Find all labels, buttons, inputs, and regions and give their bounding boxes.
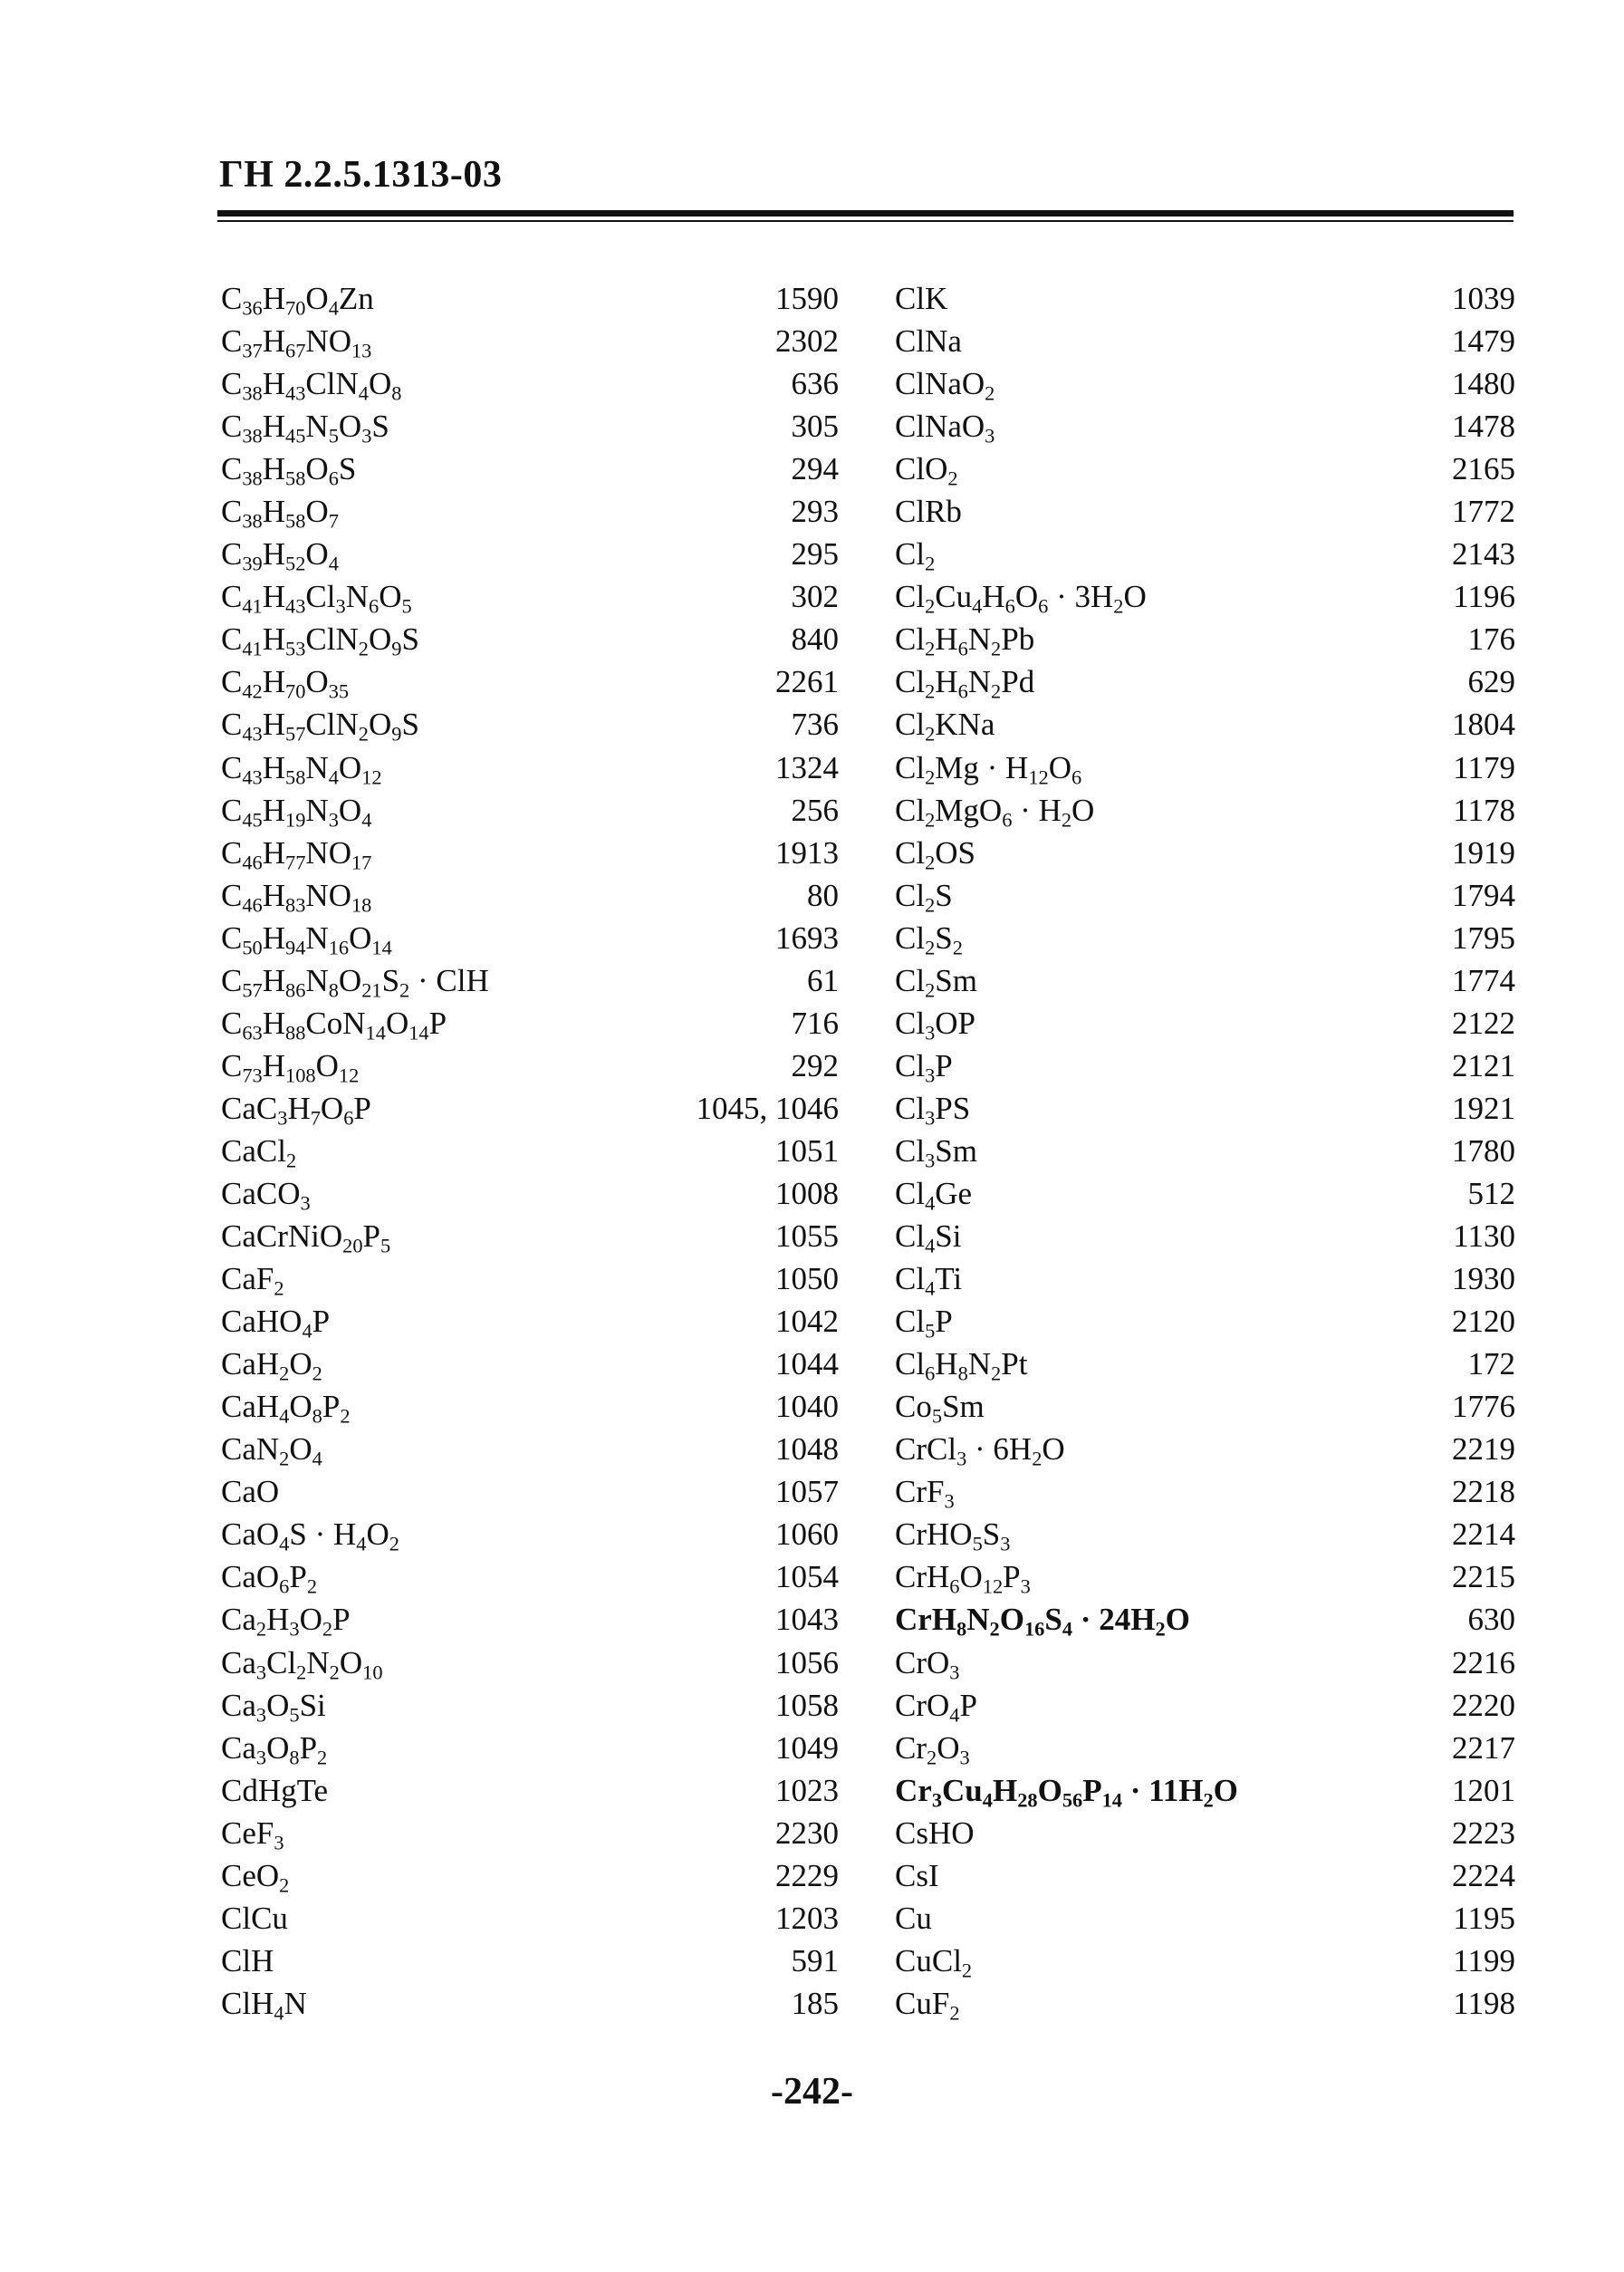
index-row <box>221 1172 839 1215</box>
chemical-formula: CsI <box>895 1857 939 1893</box>
index-row <box>895 533 1515 575</box>
index-row <box>221 1087 839 1130</box>
chemical-formula: CuF$_2$ <box>895 1985 960 2025</box>
chemical-formula: $CaH_4O_8P_2$ <box>221 1389 351 1428</box>
entry-number: 512 <box>1467 1175 1515 1211</box>
entry-number: 1203 <box>775 1900 839 1936</box>
entry-number: 1590 <box>775 281 839 316</box>
entry-number: 1480 <box>1452 366 1515 402</box>
chemical-formula: CaO <box>221 1474 280 1510</box>
chemical-formula: $C_{63}H_{88}CoN_{14}O_{14}P$ <box>221 1005 447 1045</box>
entry-number: 1060 <box>775 1516 839 1553</box>
index-row <box>221 1002 839 1045</box>
index-row <box>895 1087 1515 1130</box>
entry-number: 1039 <box>1452 281 1515 316</box>
index-row <box>895 1641 1515 1684</box>
entry-number: 1804 <box>1452 707 1515 743</box>
chemical-formula: $CaCrNiO_{20}P_5$ <box>221 1218 391 1257</box>
index-row <box>895 789 1515 832</box>
entry-number: 716 <box>791 1005 839 1041</box>
entry-number: 1044 <box>775 1346 839 1382</box>
chemical-formula: $C_{41}H_{43}Cl_3N_6O_5$ <box>221 579 412 618</box>
entry-number: 1057 <box>775 1474 839 1510</box>
index-column-right <box>895 277 1515 2025</box>
entry-number: 1130 <box>1453 1218 1515 1255</box>
chemical-formula: $CaN_2O_4$ <box>221 1431 322 1470</box>
chemical-formula: CaCO$_3$ <box>221 1175 311 1215</box>
chemical-formula: $Cr_2O_3$ <box>895 1729 970 1768</box>
chemical-formula: $Cl_2H_6N_2Pb$ <box>895 621 1035 660</box>
entry-number: 1780 <box>1452 1132 1515 1169</box>
chemical-formula: $C_{42}H_{70}O_{35}$ <box>221 664 350 703</box>
index-row <box>221 575 839 618</box>
index-row <box>221 1513 839 1555</box>
index-row <box>895 1385 1515 1428</box>
index-row <box>221 1897 839 1940</box>
header-rule-thick <box>217 210 1513 217</box>
chemical-formula: $C_{46}H_{83}NO_{18}$ <box>221 877 372 916</box>
entry-number: 2261 <box>775 664 839 700</box>
entry-number: 1050 <box>775 1261 839 1297</box>
chemical-formula: ClCu <box>221 1900 288 1936</box>
chemical-formula: $Cl_2$ <box>895 536 936 575</box>
chemical-formula: $Cl_4Ti$ <box>895 1261 963 1300</box>
index-row <box>895 320 1515 362</box>
entry-number: 1040 <box>775 1389 839 1425</box>
index-row <box>221 703 839 746</box>
chemical-formula: $Cl_2H_6N_2Pd$ <box>895 664 1035 703</box>
index-row <box>895 1812 1515 1854</box>
index-row <box>895 1684 1515 1727</box>
chemical-formula: CrO$_4$P <box>895 1687 977 1726</box>
chemical-formula: $Cl_4Si$ <box>895 1218 962 1257</box>
chemical-formula: $C_{57}H_{86}N_8O_{21}S_2$ · ClH <box>221 962 489 1002</box>
entry-number: 1201 <box>1452 1772 1515 1808</box>
index-row <box>221 490 839 533</box>
chemical-formula: $Cl_3PS$ <box>895 1090 971 1130</box>
index-row <box>895 917 1515 959</box>
index-row <box>895 277 1515 320</box>
entry-number: 636 <box>791 366 839 402</box>
entry-number: 292 <box>791 1047 839 1083</box>
chemical-formula: ClK <box>895 281 948 316</box>
chemical-formula: ClNaO$_3$ <box>895 409 995 448</box>
index-row <box>895 959 1515 1002</box>
entry-number: 2302 <box>775 323 839 360</box>
chemical-formula: CrCl$_3$ · $6H_2O$ <box>895 1431 1065 1470</box>
index-row <box>221 1045 839 1087</box>
index-row <box>895 832 1515 874</box>
index-row <box>221 362 839 405</box>
index-row <box>221 917 839 959</box>
index-row <box>895 1598 1515 1641</box>
entry-number: 1054 <box>775 1559 839 1595</box>
entry-number: 1199 <box>1453 1942 1515 1978</box>
index-row <box>895 1428 1515 1470</box>
entry-number: 294 <box>791 451 839 487</box>
chemical-formula: $Cl_2Cu_4H_6O_6 \cdot 3H_2O$ <box>895 579 1147 618</box>
chemical-formula: CrF$_3$ <box>895 1474 955 1513</box>
index-row <box>221 660 839 703</box>
chemical-formula: $Cl_2S$ <box>895 877 953 916</box>
index-row <box>221 746 839 789</box>
entry-number: 1196 <box>1453 579 1515 615</box>
index-row <box>221 832 839 874</box>
chemical-formula: $Cl_2Mg \cdot H_{12}O_6$ <box>895 749 1082 788</box>
entry-number: 1178 <box>1453 792 1515 828</box>
header-rule-thin <box>217 220 1513 222</box>
entry-number: 1058 <box>775 1687 839 1723</box>
index-row <box>895 405 1515 448</box>
chemical-formula: $C_{46}H_{77}NO_{17}$ <box>221 834 372 873</box>
chemical-formula: CaF$_2$ <box>221 1261 284 1300</box>
index-row <box>895 1513 1515 1555</box>
index-row <box>895 1002 1515 1045</box>
chemical-formula: $C_{50}H_{94}N_{16}O_{14}$ <box>221 919 392 958</box>
entry-number: 1479 <box>1452 323 1515 360</box>
entry-number: 1056 <box>775 1644 839 1680</box>
index-row <box>221 618 839 660</box>
index-row <box>221 1130 839 1172</box>
chemical-formula: ClRb <box>895 494 962 530</box>
chemical-formula: CrO$_3$ <box>895 1644 960 1683</box>
index-row <box>895 575 1515 618</box>
entry-number: 1043 <box>775 1602 839 1638</box>
entry-number: 2217 <box>1452 1729 1515 1766</box>
entry-number: 1049 <box>775 1729 839 1766</box>
chemical-formula: $Ca_2H_3O_2P$ <box>221 1602 351 1641</box>
index-row <box>895 703 1515 746</box>
entry-number: 305 <box>791 409 839 445</box>
entry-number: 2224 <box>1452 1857 1515 1893</box>
index-row <box>895 1897 1515 1940</box>
entry-number: 736 <box>791 707 839 743</box>
chemical-formula: $Cl_2KNa$ <box>895 707 995 746</box>
chemical-formula: $Cl_3Sm$ <box>895 1132 977 1172</box>
entry-number: 2229 <box>775 1857 839 1893</box>
index-row <box>895 1555 1515 1598</box>
entry-number: 1179 <box>1453 749 1515 785</box>
chemical-formula: CaHO$_4$P <box>221 1304 331 1343</box>
entry-number: 1195 <box>1453 1900 1515 1936</box>
entry-number: 2216 <box>1452 1644 1515 1680</box>
chemical-formula: $CaO_4S \cdot H_4O_2$ <box>221 1516 399 1555</box>
chemical-formula: $CaH_2O_2$ <box>221 1346 322 1385</box>
chemical-formula: CdHgTe <box>221 1772 329 1808</box>
entry-number: 1324 <box>775 749 839 785</box>
chemical-formula: $Cl_3P$ <box>895 1047 953 1087</box>
entry-number: 1198 <box>1453 1985 1515 2021</box>
index-row <box>221 1385 839 1428</box>
index-row <box>221 1598 839 1641</box>
chemical-formula: $C_{37}H_{67}NO_{13}$ <box>221 323 372 362</box>
chemical-formula: $CaC_3H_7O_6P$ <box>221 1090 371 1130</box>
entry-number: 2165 <box>1452 451 1515 487</box>
document-header-title: ГН 2.2.5.1313-03 <box>219 154 503 196</box>
entry-number: 1919 <box>1452 834 1515 871</box>
index-row <box>895 1854 1515 1897</box>
entry-number: 591 <box>791 1942 839 1978</box>
chemical-formula: $C_{43}H_{57}ClN_2O_9S$ <box>221 707 419 746</box>
entry-number: 1042 <box>775 1304 839 1340</box>
index-row <box>895 1257 1515 1300</box>
chemical-formula: $C_{36}H_{70}O_4Zn$ <box>221 281 374 320</box>
entry-number: 1774 <box>1452 962 1515 998</box>
index-row <box>221 405 839 448</box>
chemical-formula: $Ca_3O_5Si$ <box>221 1687 326 1726</box>
entry-number: 256 <box>791 792 839 828</box>
index-row <box>221 1470 839 1513</box>
chemical-formula: $Co_5Sm$ <box>895 1389 985 1428</box>
index-row <box>895 1300 1515 1343</box>
chemical-formula: ClNa <box>895 323 962 360</box>
entry-number: 295 <box>791 536 839 573</box>
chemical-formula: $Cl_6H_8N_2Pt$ <box>895 1346 1028 1385</box>
entry-number: 840 <box>791 621 839 658</box>
chemical-formula: $C_{38}H_{58}O_7$ <box>221 494 339 533</box>
chemical-formula: $Cl_4Ge$ <box>895 1175 973 1215</box>
chemical-formula: $Ca_3Cl_2N_2O_{10}$ <box>221 1644 383 1683</box>
index-row <box>895 1982 1515 2025</box>
entry-number: 1051 <box>775 1132 839 1169</box>
index-row <box>221 1428 839 1470</box>
entry-number: 1921 <box>1452 1090 1515 1126</box>
index-row <box>221 1215 839 1257</box>
chemical-formula: $C_{39}H_{52}O_4$ <box>221 536 339 575</box>
entry-number: 172 <box>1467 1346 1515 1382</box>
chemical-formula: $C_{43}H_{58}N_4O_{12}$ <box>221 749 382 788</box>
chemical-formula: $C_{38}H_{43}ClN_4O_8$ <box>221 366 402 405</box>
entry-number: 2120 <box>1452 1304 1515 1340</box>
entry-number: 1055 <box>775 1218 839 1255</box>
entry-number: 2143 <box>1452 536 1515 573</box>
chemical-formula: $Cl_5P$ <box>895 1304 953 1343</box>
entry-number: 1008 <box>775 1175 839 1211</box>
chemical-formula: $CaO_6P_2$ <box>221 1559 318 1598</box>
chemical-formula: ClH <box>221 1942 274 1978</box>
index-row <box>221 1555 839 1598</box>
index-row <box>221 448 839 490</box>
entry-number: 2122 <box>1452 1005 1515 1041</box>
entry-number: 630 <box>1467 1602 1515 1638</box>
chemical-formula: $Cl_2Sm$ <box>895 962 977 1002</box>
entry-number: 1794 <box>1452 877 1515 913</box>
entry-number: 293 <box>791 494 839 530</box>
index-row <box>895 1130 1515 1172</box>
index-row <box>895 1470 1515 1513</box>
entry-number: 176 <box>1467 621 1515 658</box>
chemical-formula: $Cl_2OS$ <box>895 834 976 873</box>
chemical-formula: CeF$_3$ <box>221 1815 284 1853</box>
index-row <box>895 1045 1515 1087</box>
index-row <box>221 1300 839 1343</box>
entry-number: 185 <box>791 1985 839 2021</box>
chemical-formula: $CrHO_5S_3$ <box>895 1516 1011 1555</box>
entry-number: 2218 <box>1452 1474 1515 1510</box>
index-row <box>221 1684 839 1727</box>
chemical-formula: ClH$_4$N <box>221 1985 307 2025</box>
index-row <box>221 1982 839 2025</box>
index-row <box>221 1727 839 1769</box>
chemical-formula: $Cr_3Cu_4H_{28}O_{56}P_{14} \cdot 11H_2O$ <box>895 1772 1238 1811</box>
entry-number: 2214 <box>1452 1516 1515 1553</box>
entry-number: 2219 <box>1452 1431 1515 1468</box>
entry-number: 1048 <box>775 1431 839 1468</box>
entry-number: 80 <box>807 877 839 913</box>
index-row <box>221 959 839 1002</box>
entry-number: 1772 <box>1452 494 1515 530</box>
entry-number: 302 <box>791 579 839 615</box>
index-row <box>221 1343 839 1385</box>
index-row <box>895 1343 1515 1385</box>
entry-number: 1930 <box>1452 1261 1515 1297</box>
index-row <box>221 277 839 320</box>
entry-number: 1776 <box>1452 1389 1515 1425</box>
index-row <box>221 1812 839 1854</box>
chemical-formula: $C_{38}H_{58}O_6S$ <box>221 451 357 490</box>
index-row <box>895 1727 1515 1769</box>
index-row <box>895 1172 1515 1215</box>
index-row <box>221 1257 839 1300</box>
chemical-formula: ClO$_2$ <box>895 451 958 490</box>
index-row <box>895 746 1515 789</box>
chemical-formula: $Cl_3OP$ <box>895 1005 976 1045</box>
chemical-formula: CeO$_2$ <box>221 1857 290 1896</box>
page-number: -242- <box>771 2071 853 2113</box>
index-row <box>895 874 1515 917</box>
index-row <box>895 1769 1515 1812</box>
index-row <box>221 1641 839 1684</box>
chemical-formula: CuCl$_2$ <box>895 1942 973 1982</box>
entry-number: 61 <box>807 962 839 998</box>
chemical-formula: Cu <box>895 1900 932 1936</box>
index-row <box>221 874 839 917</box>
chemical-formula: CsHO <box>895 1815 975 1851</box>
chemical-formula: ClNaO$_2$ <box>895 366 995 405</box>
entry-number: 2215 <box>1452 1559 1515 1595</box>
chemical-formula: $C_{45}H_{19}N_3O_4$ <box>221 792 372 831</box>
index-column-left <box>221 277 839 2025</box>
index-row <box>221 789 839 832</box>
entry-number: 2220 <box>1452 1687 1515 1723</box>
entry-number: 1693 <box>775 919 839 956</box>
index-row <box>221 1854 839 1897</box>
entry-number: 2121 <box>1452 1047 1515 1083</box>
index-row <box>895 362 1515 405</box>
chemical-formula: CaCl$_2$ <box>221 1132 297 1172</box>
index-row <box>895 660 1515 703</box>
chemical-formula: $CrH_8N_2O_{16}S_4 \cdot 24H_2O$ <box>895 1602 1190 1641</box>
chemical-formula: $C_{38}H_{45}N_5O_3S$ <box>221 409 389 448</box>
index-row <box>221 320 839 362</box>
index-row <box>895 490 1515 533</box>
chemical-formula: $Cl_2MgO_6 \cdot H_2O$ <box>895 792 1095 831</box>
chemical-formula: $Cl_2S_2$ <box>895 919 963 958</box>
chemical-formula: $CrH_6O_{12}P_3$ <box>895 1559 1031 1598</box>
index-row <box>895 1940 1515 1982</box>
chemical-formula: $C_{73}H_{108}O_{12}$ <box>221 1047 360 1087</box>
entry-number: 1023 <box>775 1772 839 1808</box>
chemical-formula: $C_{41}H_{53}ClN_2O_9S$ <box>221 621 419 660</box>
entry-number: 1913 <box>775 834 839 871</box>
index-row <box>895 618 1515 660</box>
index-row <box>895 448 1515 490</box>
chemical-formula: $Ca_3O_8P_2$ <box>221 1729 328 1768</box>
index-row <box>221 533 839 575</box>
entry-number: 1045, 1046 <box>696 1090 839 1126</box>
entry-number: 2223 <box>1452 1815 1515 1851</box>
entry-number: 2230 <box>775 1815 839 1851</box>
index-row <box>221 1769 839 1812</box>
entry-number: 1795 <box>1452 919 1515 956</box>
entry-number: 629 <box>1467 664 1515 700</box>
index-row <box>221 1940 839 1982</box>
entry-number: 1478 <box>1452 409 1515 445</box>
index-row <box>895 1215 1515 1257</box>
